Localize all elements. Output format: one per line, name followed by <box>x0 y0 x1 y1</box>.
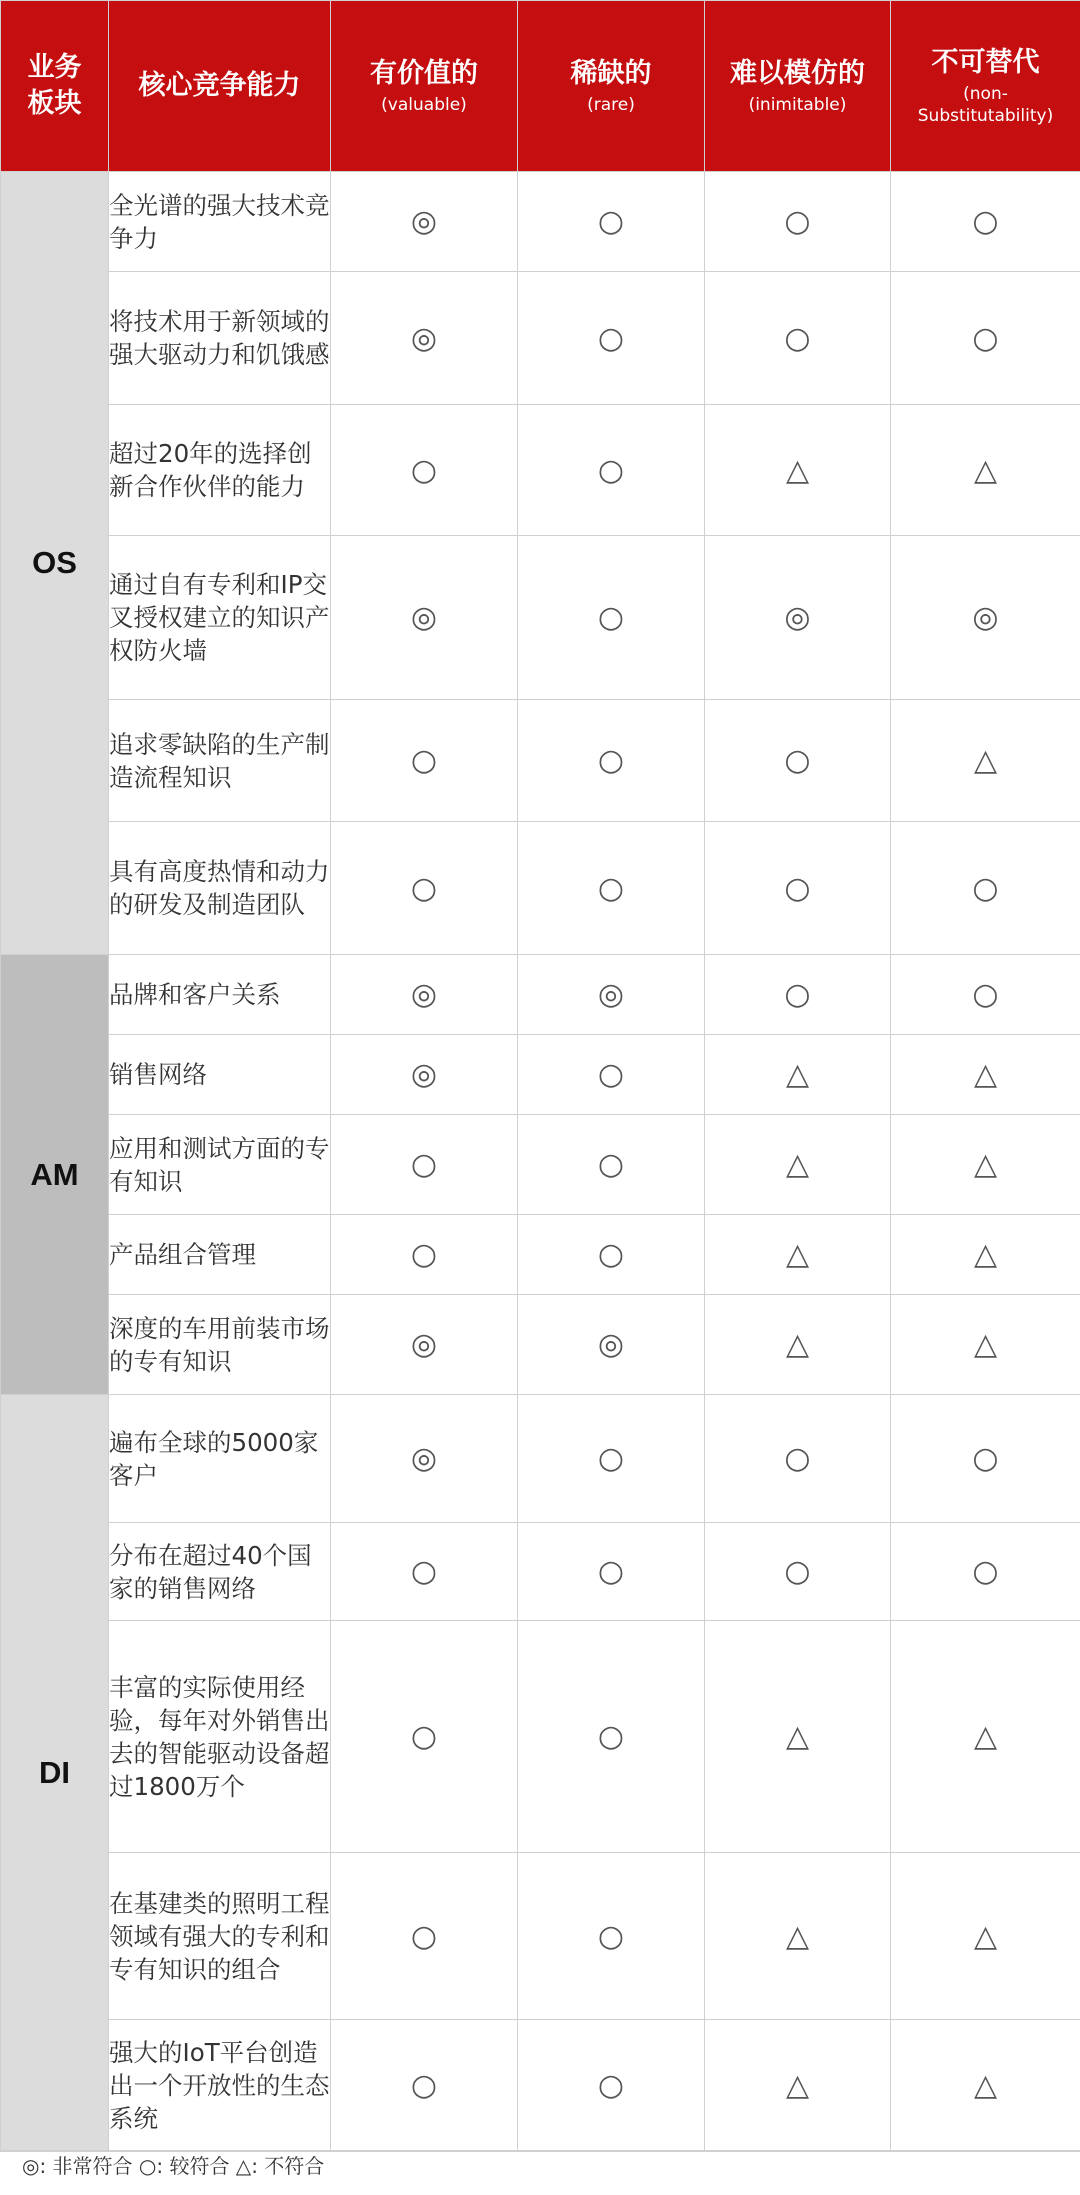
rating-rare-circle-icon: ○ <box>518 1621 705 1853</box>
rating-non-substitutable-circle-icon: ○ <box>891 1395 1080 1523</box>
header-valuable <box>331 1 518 172</box>
rating-non-substitutable-triangle-icon: △ <box>891 1621 1080 1853</box>
header-rare-sub: (rare) <box>587 95 635 115</box>
header-rare-title: 稀缺的 <box>570 58 652 89</box>
rating-inimitable-triangle-icon: △ <box>705 1853 891 2020</box>
rating-non-substitutable-triangle-icon: △ <box>891 1035 1080 1115</box>
rating-non-substitutable-triangle-icon: △ <box>891 405 1080 536</box>
capability-cell: 全光谱的强大技术竞争力 <box>109 172 331 272</box>
rating-inimitable-circle-icon: ○ <box>705 822 891 955</box>
rating-non-substitutable-circle-icon: ○ <box>891 955 1080 1035</box>
rating-rare-circle-icon: ○ <box>518 536 705 700</box>
header-inimitable-title: 难以模仿的 <box>730 58 865 89</box>
rating-rare-double-icon: ◎ <box>518 1295 705 1395</box>
rating-valuable-circle-icon: ○ <box>331 2020 518 2151</box>
header-valuable-sub: (valuable) <box>381 95 467 115</box>
rating-rare-circle-icon: ○ <box>518 172 705 272</box>
rating-non-substitutable-circle-icon: ○ <box>891 272 1080 405</box>
table-row <box>1 1115 1080 1215</box>
rating-non-substitutable-circle-icon: ○ <box>891 1523 1080 1621</box>
header-capability: 核心竞争能力 <box>109 1 331 172</box>
rating-valuable-circle-icon: ○ <box>331 822 518 955</box>
rating-rare-circle-icon: ○ <box>518 1395 705 1523</box>
table-row <box>1 822 1080 955</box>
table-row <box>1 172 1080 272</box>
capability-cell: 遍布全球的5000家客户 <box>109 1395 331 1523</box>
rating-rare-double-icon: ◎ <box>518 955 705 1035</box>
rating-rare-circle-icon: ○ <box>518 405 705 536</box>
rating-rare-circle-icon: ○ <box>518 1115 705 1215</box>
rating-rare-circle-icon: ○ <box>518 1853 705 2020</box>
rating-rare-circle-icon: ○ <box>518 1523 705 1621</box>
capability-cell: 追求零缺陷的生产制造流程知识 <box>109 700 331 822</box>
capability-cell: 产品组合管理 <box>109 1215 331 1295</box>
rating-valuable-double-icon: ◎ <box>331 272 518 405</box>
legend: ◎: 非常符合 ○: 较符合 △: 不符合 <box>0 2151 1080 2181</box>
table-row <box>1 1395 1080 1523</box>
table-row <box>1 1523 1080 1621</box>
table-row <box>1 1853 1080 2020</box>
rating-inimitable-triangle-icon: △ <box>705 1621 891 1853</box>
rating-non-substitutable-triangle-icon: △ <box>891 1215 1080 1295</box>
rating-inimitable-circle-icon: ○ <box>705 1395 891 1523</box>
rating-rare-circle-icon: ○ <box>518 700 705 822</box>
header-non-substitutable <box>891 1 1080 172</box>
rating-rare-circle-icon: ○ <box>518 1215 705 1295</box>
header-non-substitutable-sub: (non- Substitutability) <box>917 84 1054 126</box>
rating-valuable-circle-icon: ○ <box>331 700 518 822</box>
header-valuable-title: 有价值的 <box>370 58 478 89</box>
capability-cell: 超过20年的选择创新合作伙伴的能力 <box>109 405 331 536</box>
rating-rare-circle-icon: ○ <box>518 1035 705 1115</box>
capability-cell: 销售网络 <box>109 1035 331 1115</box>
table-row <box>1 700 1080 822</box>
capability-cell: 分布在超过40个国家的销售网络 <box>109 1523 331 1621</box>
rating-valuable-double-icon: ◎ <box>331 536 518 700</box>
rating-valuable-double-icon: ◎ <box>331 172 518 272</box>
header-inimitable <box>705 1 891 172</box>
rating-valuable-circle-icon: ○ <box>331 1215 518 1295</box>
rating-inimitable-circle-icon: ○ <box>705 955 891 1035</box>
rating-valuable-circle-icon: ○ <box>331 1115 518 1215</box>
rating-inimitable-triangle-icon: △ <box>705 1115 891 1215</box>
rating-inimitable-double-icon: ◎ <box>705 536 891 700</box>
capability-cell: 品牌和客户关系 <box>109 955 331 1035</box>
rating-valuable-double-icon: ◎ <box>331 1035 518 1115</box>
rating-valuable-circle-icon: ○ <box>331 1523 518 1621</box>
rating-inimitable-triangle-icon: △ <box>705 1295 891 1395</box>
rating-non-substitutable-circle-icon: ○ <box>891 172 1080 272</box>
capability-cell: 将技术用于新领域的强大驱动力和饥饿感 <box>109 272 331 405</box>
table-row <box>1 1621 1080 1853</box>
rating-valuable-circle-icon: ○ <box>331 1853 518 2020</box>
table-body <box>1 172 1080 2151</box>
rating-non-substitutable-triangle-icon: △ <box>891 1115 1080 1215</box>
rating-valuable-circle-icon: ○ <box>331 405 518 536</box>
rating-valuable-circle-icon: ○ <box>331 1621 518 1853</box>
rating-inimitable-triangle-icon: △ <box>705 2020 891 2151</box>
capability-cell: 具有高度热情和动力的研发及制造团队 <box>109 822 331 955</box>
capability-cell: 丰富的实际使用经验，每年对外销售出去的智能驱动设备超过1800万个 <box>109 1621 331 1853</box>
rating-non-substitutable-triangle-icon: △ <box>891 1853 1080 2020</box>
header-rare <box>518 1 705 172</box>
table-row <box>1 405 1080 536</box>
segment-cell-di: DI <box>1 1395 109 2151</box>
table-row <box>1 1295 1080 1395</box>
rating-rare-circle-icon: ○ <box>518 2020 705 2151</box>
table-row <box>1 536 1080 700</box>
header-row <box>1 1 1080 172</box>
rating-non-substitutable-triangle-icon: △ <box>891 700 1080 822</box>
header-non-substitutable-title: 不可替代 <box>931 47 1040 78</box>
rating-valuable-double-icon: ◎ <box>331 1295 518 1395</box>
table-row <box>1 1215 1080 1295</box>
header-segment: 业务 板块 <box>1 1 109 172</box>
rating-inimitable-triangle-icon: △ <box>705 405 891 536</box>
rating-inimitable-triangle-icon: △ <box>705 1215 891 1295</box>
capability-cell: 应用和测试方面的专有知识 <box>109 1115 331 1215</box>
header-inimitable-sub: (inimitable) <box>748 95 847 115</box>
capability-cell: 深度的车用前装市场的专有知识 <box>109 1295 331 1395</box>
rating-inimitable-circle-icon: ○ <box>705 172 891 272</box>
rating-rare-circle-icon: ○ <box>518 822 705 955</box>
segment-cell-am: AM <box>1 955 109 1395</box>
rating-inimitable-circle-icon: ○ <box>705 700 891 822</box>
capability-cell: 在基建类的照明工程领域有强大的专利和专有知识的组合 <box>109 1853 331 2020</box>
table-row <box>1 272 1080 405</box>
capability-cell: 通过自有专利和IP交叉授权建立的知识产权防火墙 <box>109 536 331 700</box>
rating-inimitable-circle-icon: ○ <box>705 272 891 405</box>
table-row <box>1 1035 1080 1115</box>
rating-inimitable-circle-icon: ○ <box>705 1523 891 1621</box>
rating-non-substitutable-triangle-icon: △ <box>891 1295 1080 1395</box>
segment-cell-os: OS <box>1 172 109 955</box>
rating-non-substitutable-circle-icon: ○ <box>891 822 1080 955</box>
rating-rare-circle-icon: ○ <box>518 272 705 405</box>
rating-valuable-double-icon: ◎ <box>331 1395 518 1523</box>
table-row <box>1 955 1080 1035</box>
rating-non-substitutable-double-icon: ◎ <box>891 536 1080 700</box>
rating-non-substitutable-triangle-icon: △ <box>891 2020 1080 2151</box>
rating-inimitable-triangle-icon: △ <box>705 1035 891 1115</box>
rating-valuable-double-icon: ◎ <box>331 955 518 1035</box>
capability-cell: 强大的IoT平台创造出一个开放性的生态系统 <box>109 2020 331 2151</box>
table-row <box>1 2020 1080 2151</box>
